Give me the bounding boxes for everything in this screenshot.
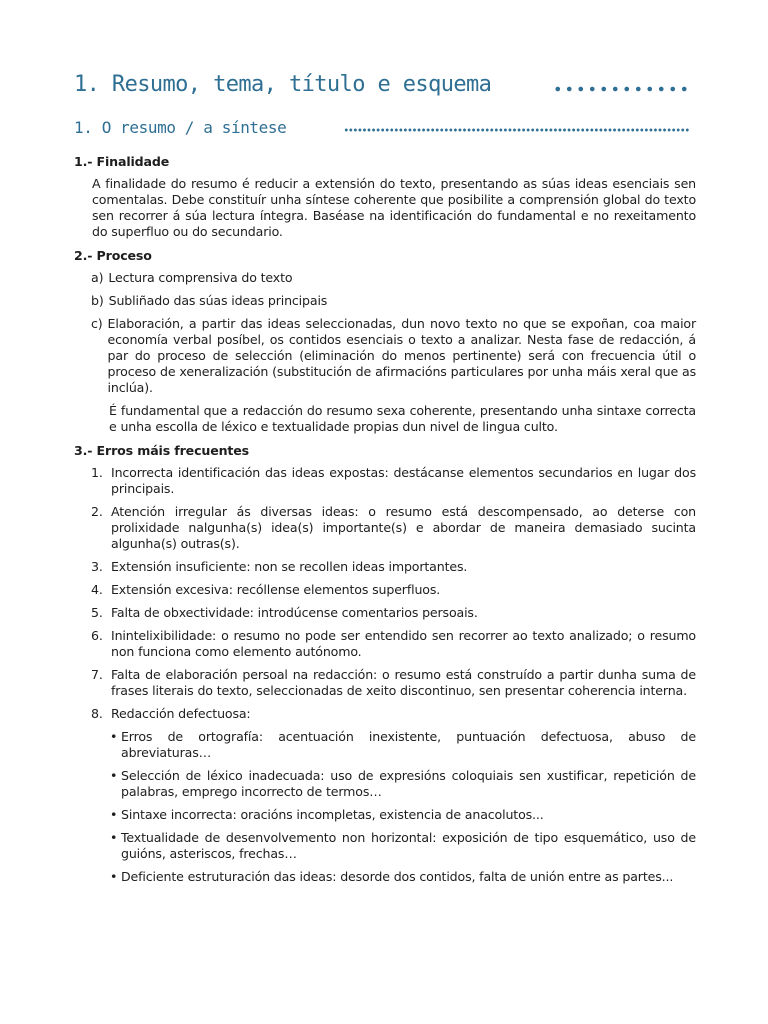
section-title: 3.- Erros máis frecuentes [74, 443, 250, 458]
note-paragraph: É fundamental que a redacción do resumo sexa coherente, presentando unha sintaxe correcta e unha escolla de léxico e textualidade propias dun nivel de lingua culto. [109, 403, 696, 434]
bullet-item [110, 729, 696, 761]
list-marker: 1. [91, 465, 103, 480]
section-title: 1.- Finalidade [74, 154, 170, 169]
section-subtitle: 1. O resumo / a síntese [74, 118, 287, 137]
list-marker: 8. [91, 706, 103, 721]
section-erros [74, 443, 696, 885]
list-item [91, 316, 696, 396]
list-marker: a) [91, 270, 104, 285]
list-item-text: Inintelixibilidade: o resumo no pode ser entendido sen recorrer ao texto analizado; o resumo non funciona como elemento autónomo. [111, 628, 696, 659]
list-marker: 5. [91, 605, 103, 620]
section-finalidade [74, 154, 696, 240]
list-item-text: Redacción defectuosa: [111, 706, 251, 721]
list-item-text: Elaboración, a partir das ideas seleccionadas, dun novo texto no que se expoñan, coa maior economía verbal posíbel, os contidos esenciais o texto a analizar. Nesta fase de redacción, á par do proceso de selección (eliminación do menos pertinente) será con frecuencia útil o proceso de xeneralización (substitución de afirmacións particulares por unha máis xeral que as inclúa). [107, 316, 696, 395]
bullet-item [110, 830, 696, 862]
bullet-text: Sintaxe incorrecta: oracións incompletas, existencia de anacolutos... [121, 807, 544, 822]
bullet-item [110, 807, 696, 823]
list-item [91, 605, 696, 621]
dotted-rule-decoration-small [344, 128, 690, 132]
list-item-text: Falta de elaboración persoal na redacción: o resumo está construído a partir dunha suma de frases literais do texto, seleccionadas de xeito discontinuo, sen presentar coherencia interna. [111, 667, 696, 698]
list-marker: b) [91, 293, 104, 308]
list-item [91, 667, 696, 699]
list-item-text: Incorrecta identificación das ideas expostas: destácanse elementos secundarios en lugar dos principais. [111, 465, 696, 496]
list-item-text: Atención irregular ás diversas ideas: o resumo está descompensado, ao deterse con prolixidade nalgunha(s) idea(s) importante(s) e abordar de maneira demasiado sucinta algunha(s) outras(s). [111, 504, 696, 551]
bullet-text: Selección de léxico inadecuada: uso de expresións coloquiais sen xustificar, repetición de palabras, emprego incorrecto de termos… [121, 768, 696, 799]
list-marker: 3. [91, 559, 103, 574]
chapter-heading-row [74, 72, 694, 106]
chapter-title: 1. Resumo, tema, título e esquema [74, 72, 492, 97]
list-item-text: Falta de obxectividade: introdúcense comentarios persoais. [111, 605, 478, 620]
list-marker: 4. [91, 582, 103, 597]
bullet-icon: • [110, 768, 118, 783]
list-item [91, 270, 696, 286]
section-proceso [74, 248, 696, 435]
list-item [91, 628, 696, 660]
list-item-text: Extensión excesiva: recóllense elementos superfluos. [111, 582, 441, 597]
section-title: 2.- Proceso [74, 248, 152, 263]
list-item [91, 706, 696, 722]
bullet-text: Textualidade de desenvolvemento non horizontal: exposición de tipo esquemático, uso de guións, asteriscos, frechas… [121, 830, 696, 861]
bullet-text: Erros de ortografía: acentuación inexistente, puntuación defectuosa, abuso de abreviaturas… [121, 729, 696, 760]
bullet-icon: • [110, 869, 118, 884]
bullet-text: Deficiente estruturación das ideas: desorde dos contidos, falta de unión entre as partes... [121, 869, 674, 884]
bullet-item [110, 869, 696, 885]
list-item [91, 559, 696, 575]
dotted-rule-decoration [552, 86, 692, 92]
list-item-text: Subliñado das súas ideas principais [108, 293, 328, 308]
list-item-text: Lectura comprensiva do texto [108, 270, 293, 285]
list-marker: 6. [91, 628, 103, 643]
list-item [91, 582, 696, 598]
bullet-icon: • [110, 729, 118, 744]
document-body [74, 154, 696, 893]
list-marker: 7. [91, 667, 103, 682]
bullet-icon: • [110, 807, 118, 822]
list-marker: c) [91, 316, 103, 331]
section-heading-row [74, 118, 694, 142]
bullet-icon: • [110, 830, 118, 845]
bullet-item [110, 768, 696, 800]
list-item [91, 293, 696, 309]
list-marker: 2. [91, 504, 103, 519]
list-item [91, 504, 696, 552]
list-item-text: Extensión insuficiente: non se recollen ideas importantes. [111, 559, 468, 574]
list-item [91, 465, 696, 497]
paragraph: A finalidade do resumo é reducir a extensión do texto, presentando as súas ideas esenciais sen comentalas. Debe constituír unha síntese coherente que posibilite a comprensión global do texto sen recorrer á súa lectura íntegra. Baséase na identificación do fundamental e no rexeitamento do superfluo ou do secundario. [92, 176, 696, 239]
